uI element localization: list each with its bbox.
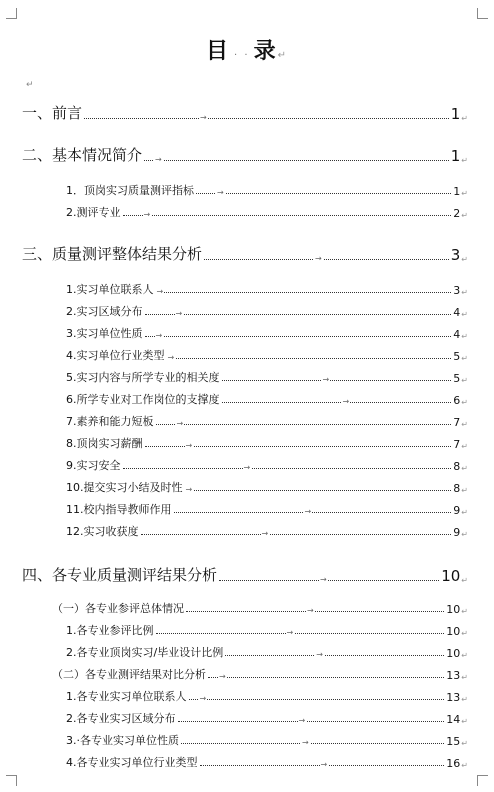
tab-arrow-icon: → bbox=[316, 650, 323, 659]
toc-dot-leader bbox=[200, 760, 445, 769]
toc-entry-page-number: 13 bbox=[446, 691, 461, 704]
toc-entry-page-number: 15 bbox=[446, 735, 461, 748]
toc-dot-leader bbox=[174, 507, 452, 516]
toc-dot-leader bbox=[141, 529, 452, 538]
toc-entry-page-number: 1 bbox=[453, 185, 461, 198]
toc-entry[interactable] bbox=[66, 622, 468, 638]
toc-entry[interactable] bbox=[66, 182, 468, 198]
toc-entry-page-number: 2 bbox=[453, 207, 461, 220]
paragraph-mark-icon: ↵ bbox=[461, 629, 468, 638]
paragraph-mark-icon: ↵ bbox=[461, 464, 468, 473]
toc-entry-label: 1.各专业实习单位联系人 bbox=[66, 690, 187, 703]
toc-entry[interactable] bbox=[22, 144, 468, 165]
toc-entry-page-number: 6 bbox=[453, 394, 461, 407]
tab-arrow-icon: → bbox=[143, 210, 151, 219]
toc-entry-page-number: 3 bbox=[453, 284, 461, 297]
toc-entry-label: 二、基本情况简介 bbox=[22, 146, 143, 164]
toc-entry-label: 1.各专业参评比例 bbox=[66, 624, 154, 637]
toc-entry-page-number: 5 bbox=[453, 372, 461, 385]
toc-entry-label: 8.顶岗实习薪酬 bbox=[66, 437, 143, 450]
toc-entry-page-number: 16 bbox=[446, 757, 461, 770]
toc-entry[interactable] bbox=[66, 501, 468, 517]
paragraph-mark-icon: ↵ bbox=[461, 739, 468, 748]
toc-entry-label: 1.实习单位联系人 bbox=[66, 283, 154, 296]
toc-entry[interactable] bbox=[22, 564, 468, 585]
toc-entry[interactable] bbox=[66, 281, 468, 297]
toc-entry-page-number: 10 bbox=[446, 625, 461, 638]
toc-entry-page-number: 4 bbox=[453, 306, 461, 319]
toc-entry-label: 2.各专业实习区域分布 bbox=[66, 712, 176, 725]
toc-entry[interactable] bbox=[22, 102, 468, 123]
toc-dot-leader bbox=[178, 716, 445, 725]
paragraph-mark-icon: ↵ bbox=[461, 189, 468, 198]
crop-mark-bottom-left bbox=[6, 775, 17, 786]
toc-entry[interactable] bbox=[66, 347, 468, 363]
toc-entry-page-number: 5 bbox=[453, 350, 461, 363]
toc-dot-leader bbox=[156, 287, 452, 296]
toc-entry-label: 2.实习区域分布 bbox=[66, 305, 143, 318]
paragraph-mark-icon: ↵ bbox=[461, 695, 468, 704]
paragraph-mark-icon: ↵ bbox=[461, 310, 468, 319]
toc-entry-label: 4.各专业实习单位行业类型 bbox=[66, 756, 198, 769]
paragraph-mark-icon: ↵ bbox=[461, 114, 468, 123]
toc-entry-page-number: 1 bbox=[450, 105, 461, 123]
toc-dot-leader bbox=[189, 694, 445, 703]
toc-dot-leader bbox=[208, 672, 444, 681]
toc-entry-label: 一、前言 bbox=[22, 104, 83, 122]
tab-arrow-icon: → bbox=[217, 188, 224, 197]
paragraph-mark-icon: ↵ bbox=[461, 354, 468, 363]
tab-arrow-icon: → bbox=[261, 529, 269, 538]
tab-arrow-icon: → bbox=[286, 628, 294, 637]
paragraph-mark-icon: ↵ bbox=[461, 442, 468, 451]
toc-entry[interactable] bbox=[66, 710, 468, 726]
toc-entry-label: 7.素养和能力短板 bbox=[66, 415, 154, 428]
toc-dot-leader bbox=[145, 309, 452, 318]
toc-entry[interactable] bbox=[66, 644, 468, 660]
toc-entry[interactable] bbox=[66, 732, 468, 748]
toc-dot-leader bbox=[186, 606, 444, 615]
toc-entry-label: 2.各专业顶岗实习/毕业设计比例 bbox=[66, 646, 224, 659]
paragraph-mark-icon: ↵ bbox=[461, 651, 468, 660]
toc-entry-label: 6.所学专业对工作岗位的支撑度 bbox=[66, 393, 220, 406]
toc-entry[interactable] bbox=[52, 600, 468, 616]
toc-dot-leader bbox=[123, 210, 452, 219]
toc-dot-leader bbox=[219, 575, 439, 584]
toc-entry-page-number: 10 bbox=[446, 603, 461, 616]
toc-entry-label: 3.·各专业实习单位性质 bbox=[66, 734, 179, 747]
toc-entry-page-number: 1 bbox=[450, 147, 461, 165]
toc-entry-label: 5.实习内容与所学专业的相关度 bbox=[66, 371, 220, 384]
tab-arrow-icon: → bbox=[322, 375, 330, 384]
tab-arrow-icon: → bbox=[302, 738, 309, 747]
toc-entry-page-number: 14 bbox=[446, 713, 461, 726]
toc-dot-leader bbox=[225, 650, 444, 659]
paragraph-mark-icon: ↵ bbox=[461, 607, 468, 616]
toc-entry-page-number: 10 bbox=[441, 567, 461, 585]
toc-entry[interactable] bbox=[66, 303, 468, 319]
toc-entry[interactable] bbox=[66, 391, 468, 407]
toc-entry-page-number: 7 bbox=[453, 438, 461, 451]
toc-entry[interactable] bbox=[66, 369, 468, 385]
toc-dot-leader bbox=[181, 738, 444, 747]
paragraph-mark-icon: ↵ bbox=[461, 761, 468, 770]
toc-dot-leader bbox=[156, 419, 452, 428]
toc-entry-page-number: 9 bbox=[453, 526, 461, 539]
tab-arrow-icon: → bbox=[298, 716, 306, 725]
title-char-1: 目 bbox=[206, 39, 231, 64]
toc-entry-label: 2.测评专业 bbox=[66, 206, 121, 219]
toc-entry-page-number: 10 bbox=[446, 647, 461, 660]
tab-arrow-icon: → bbox=[304, 507, 312, 516]
toc-entry[interactable] bbox=[52, 666, 468, 682]
tab-arrow-icon: → bbox=[199, 694, 207, 703]
tab-arrow-icon: → bbox=[176, 419, 184, 428]
title-char-2: 录 bbox=[253, 39, 278, 64]
toc-entry-label: 四、各专业质量测评结果分析 bbox=[22, 566, 218, 584]
paragraph-mark-icon: ↵ bbox=[461, 376, 468, 385]
tab-arrow-icon: → bbox=[185, 441, 193, 450]
paragraph-mark-icon: ↵ bbox=[461, 211, 468, 220]
paragraph-mark-icon: ↵ bbox=[461, 255, 468, 264]
paragraph-mark-icon: ↵ bbox=[461, 398, 468, 407]
tab-arrow-icon: → bbox=[155, 331, 163, 340]
paragraph-mark-icon: ↵ bbox=[461, 156, 468, 165]
toc-entry[interactable] bbox=[66, 204, 468, 220]
toc-entry-page-number: 4 bbox=[453, 328, 461, 341]
toc-dot-leader bbox=[185, 485, 452, 494]
tab-arrow-icon: → bbox=[307, 606, 314, 615]
paragraph-mark-icon: ↵ bbox=[461, 508, 468, 517]
toc-entry-page-number: 3 bbox=[450, 246, 461, 264]
toc-entry-label: （二）各专业测评结果对比分析 bbox=[52, 668, 206, 681]
paragraph-mark-icon: ↵ bbox=[461, 530, 468, 539]
page-title bbox=[0, 34, 494, 65]
crop-mark-top-right bbox=[477, 8, 488, 19]
tab-arrow-icon: → bbox=[243, 463, 251, 472]
toc-entry-page-number: 8 bbox=[453, 482, 461, 495]
toc-entry[interactable] bbox=[66, 523, 468, 539]
paragraph-mark-icon: ↵ bbox=[461, 288, 468, 297]
toc-entry[interactable] bbox=[66, 688, 468, 704]
toc-entry-page-number: 13 bbox=[446, 669, 461, 682]
paragraph-mark-icon: ↵ bbox=[461, 576, 468, 585]
tab-arrow-icon: → bbox=[315, 254, 322, 263]
toc-dot-leader bbox=[123, 463, 452, 472]
toc-entry[interactable] bbox=[66, 435, 468, 451]
toc-entry-label: 9.实习安全 bbox=[66, 459, 121, 472]
toc-dot-leader bbox=[222, 397, 452, 406]
paragraph-mark-icon: ↵ bbox=[277, 50, 288, 61]
paragraph-mark-icon: ↵ bbox=[461, 717, 468, 726]
toc-dot-leader bbox=[84, 113, 449, 122]
tab-arrow-icon: → bbox=[342, 397, 350, 406]
crop-mark-top-left bbox=[6, 8, 17, 19]
toc-dot-leader bbox=[196, 188, 451, 197]
toc-entry-label: （一）各专业参评总体情况 bbox=[52, 602, 184, 615]
tab-arrow-icon: → bbox=[175, 309, 183, 318]
tab-arrow-icon: → bbox=[200, 113, 207, 122]
tab-arrow-icon: → bbox=[320, 760, 328, 769]
toc-dot-leader bbox=[144, 155, 449, 164]
toc-entry[interactable] bbox=[66, 413, 468, 429]
crop-mark-bottom-right bbox=[477, 775, 488, 786]
toc-entry-label: 11.校内指导教师作用 bbox=[66, 503, 172, 516]
toc-dot-leader bbox=[204, 254, 449, 263]
toc-dot-leader bbox=[145, 441, 452, 450]
tab-arrow-icon: → bbox=[320, 575, 327, 584]
toc-entry[interactable] bbox=[66, 754, 468, 770]
toc-entry-page-number: 8 bbox=[453, 460, 461, 473]
toc-entry[interactable] bbox=[66, 479, 468, 495]
tab-arrow-icon: → bbox=[167, 353, 175, 362]
tab-arrow-icon: → bbox=[219, 672, 226, 681]
paragraph-mark-icon: ↵ bbox=[26, 80, 34, 90]
toc-entry[interactable] bbox=[22, 243, 468, 264]
toc-entry-label: 三、质量测评整体结果分析 bbox=[22, 245, 203, 263]
toc-entry-page-number: 7 bbox=[453, 416, 461, 429]
paragraph-mark-icon: ↵ bbox=[461, 673, 468, 682]
toc-entry-label: 12.实习收获度 bbox=[66, 525, 139, 538]
tab-arrow-icon: → bbox=[185, 485, 193, 494]
paragraph-mark-icon: ↵ bbox=[461, 420, 468, 429]
toc-entry[interactable] bbox=[66, 325, 468, 341]
toc-dot-leader bbox=[167, 353, 452, 362]
title-spacing-dots: · · bbox=[234, 50, 250, 61]
toc-entry-label: 1．顶岗实习质量测评指标 bbox=[66, 184, 194, 197]
toc-dot-leader bbox=[222, 375, 452, 384]
paragraph-mark-icon: ↵ bbox=[461, 486, 468, 495]
toc-entry[interactable] bbox=[66, 457, 468, 473]
tab-arrow-icon: → bbox=[155, 155, 162, 164]
toc-dot-leader bbox=[156, 628, 445, 637]
paragraph-mark-icon: ↵ bbox=[461, 332, 468, 341]
toc-entry-label: 4.实习单位行业类型 bbox=[66, 349, 165, 362]
toc-entry-label: 10.提交实习小结及时性 bbox=[66, 481, 183, 494]
toc-entry-page-number: 9 bbox=[453, 504, 461, 517]
toc-dot-leader bbox=[145, 331, 452, 340]
toc-entry-label: 3.实习单位性质 bbox=[66, 327, 143, 340]
tab-arrow-icon: → bbox=[156, 287, 164, 296]
